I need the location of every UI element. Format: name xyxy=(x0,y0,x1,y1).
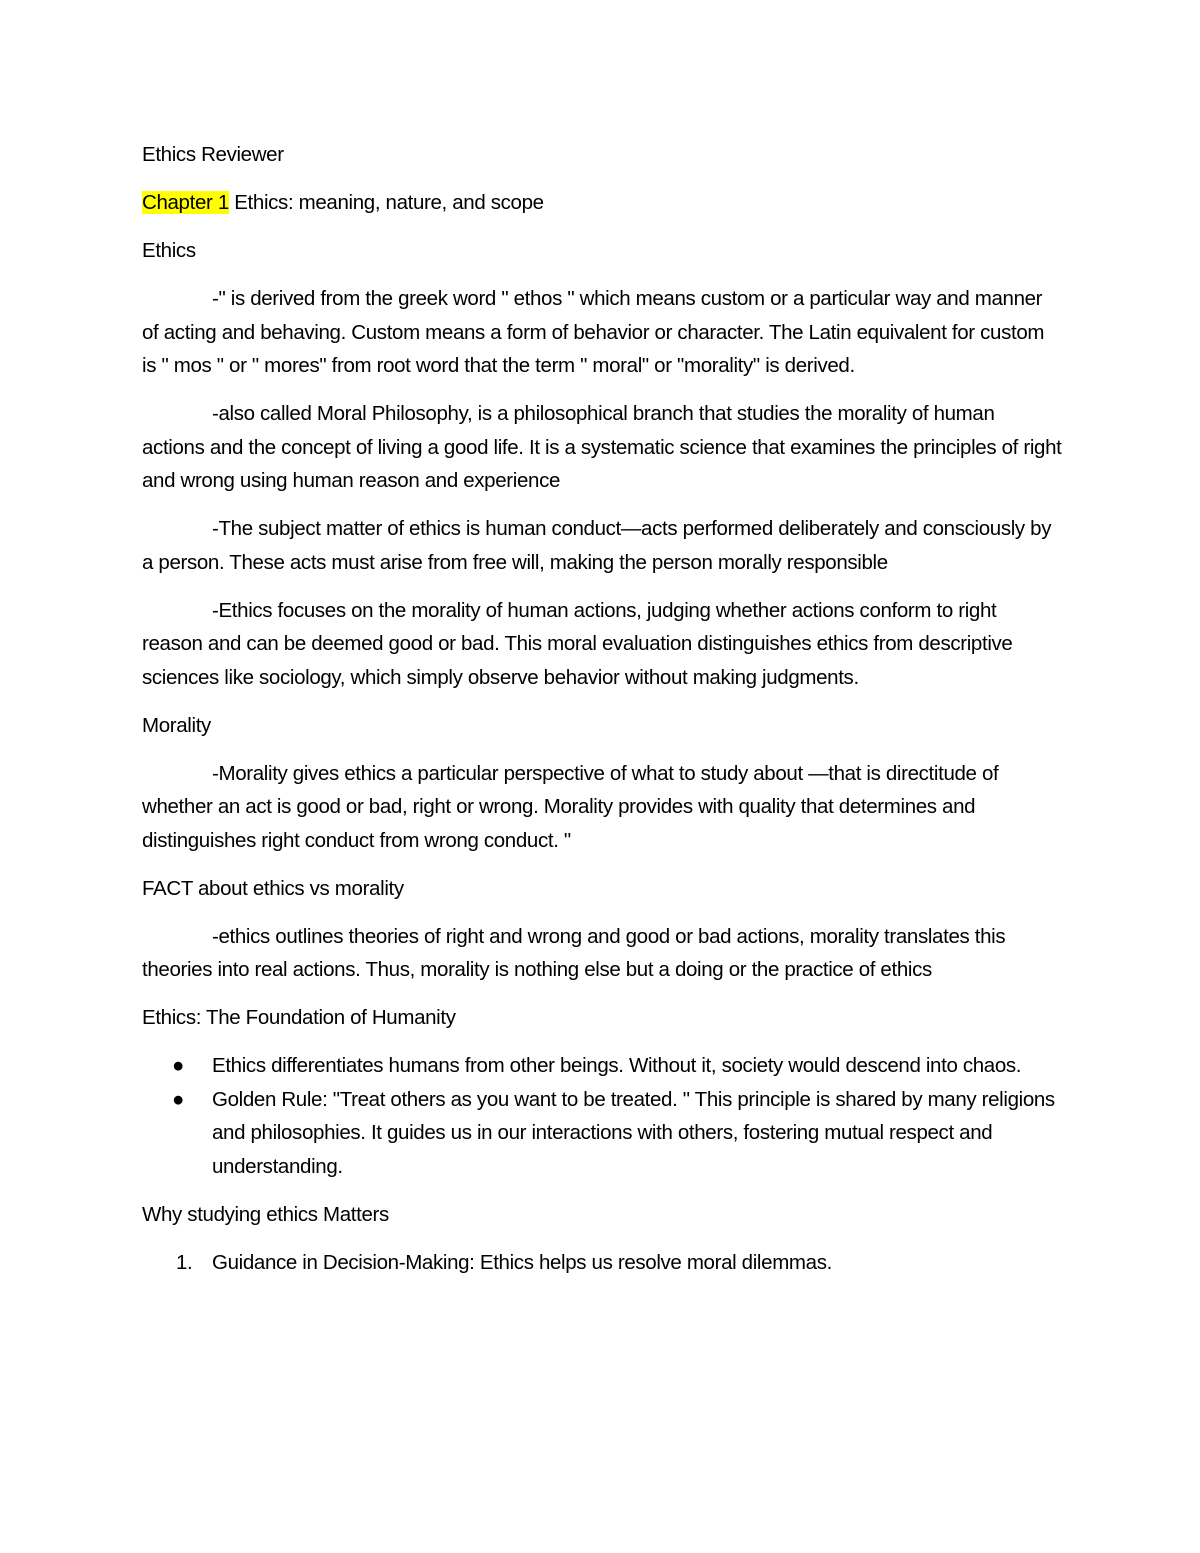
foundation-bullet-list xyxy=(142,1049,1062,1183)
bullet-icon: ● xyxy=(172,1054,185,1077)
list-item xyxy=(142,1246,1062,1280)
morality-paragraph: -Morality gives ethics a particular perspective of what to study about —that is directitude of whether an act is good or bad, right or wrong. Morality provides with quality that determines and distinguishes right conduct from wrong conduct. " xyxy=(142,761,999,852)
ethics-paragraph-moral-philosophy: -also called Moral Philosophy, is a philosophical branch that studies the morality of human actions and the concept of living a good life. It is a systematic science that examines the principles of right and wrong using human reason and experience xyxy=(142,402,1062,492)
document-title: Ethics Reviewer xyxy=(142,143,284,166)
bullet-text: Ethics differentiates humans from other beings. Without it, society would descend into chaos. xyxy=(212,1054,1022,1077)
chapter-label-highlight: Chapter 1 xyxy=(142,191,229,214)
why-numbered-list xyxy=(142,1246,1062,1280)
morality-heading: Morality xyxy=(142,713,211,737)
list-item-text: Guidance in Decision-Making: Ethics helps us resolve moral dilemmas. xyxy=(212,1250,832,1274)
bullet-icon: ● xyxy=(172,1087,185,1111)
foundation-heading: Ethics: The Foundation of Humanity xyxy=(142,1006,456,1029)
fact-paragraph: -ethics outlines theories of right and wrong and good or bad actions, morality translates this theories into real actions. Thus, morality is nothing else but a doing or the practice of ethics xyxy=(142,924,1006,981)
list-number: 1. xyxy=(176,1250,193,1274)
ethics-heading: Ethics xyxy=(142,239,196,262)
why-heading: Why studying ethics Matters xyxy=(142,1202,389,1226)
fact-heading: FACT about ethics vs morality xyxy=(142,876,404,900)
list-item xyxy=(142,1083,1062,1184)
chapter-heading xyxy=(142,186,1062,220)
bullet-text: Golden Rule: "Treat others as you want to be treated. " This principle is shared by many religions and philosophies. It guides us in our interactions with others, fostering mutual respect and understanding. xyxy=(212,1087,1055,1178)
ethics-paragraph-subject-matter: -The subject matter of ethics is human conduct—acts performed deliberately and consciously by a person. These acts must arise from free will, making the person morally responsible xyxy=(142,517,1052,574)
list-item xyxy=(142,1049,1062,1083)
document-page xyxy=(142,138,1062,1279)
chapter-title: Ethics: meaning, nature, and scope xyxy=(228,191,544,214)
ethics-paragraph-focus: -Ethics focuses on the morality of human actions, judging whether actions conform to right reason and can be deemed good or bad. This moral evaluation distinguishes ethics from descriptive sciences like sociology, which simply observe behavior without making judgments. xyxy=(142,598,1013,689)
ethics-paragraph-etymology: -" is derived from the greek word " ethos " which means custom or a particular way and manner of acting and behaving. Custom means a form of behavior or character. The Latin equivalent for custom is " mos " or " mores" from root word that the term " moral" or "morality" is derived. xyxy=(142,287,1045,377)
